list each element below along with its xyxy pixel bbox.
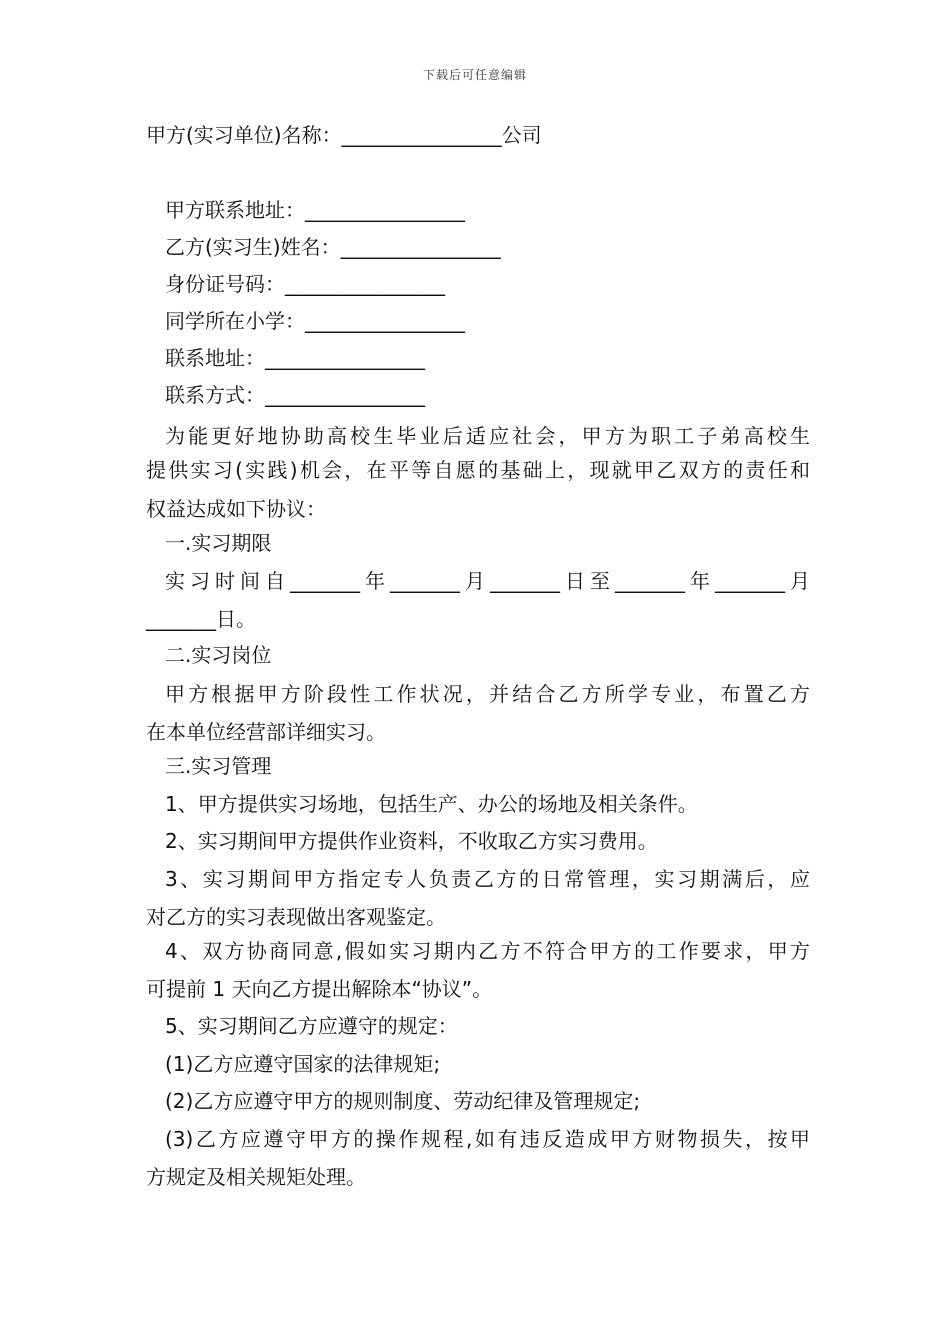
field-contact-method: 联系方式：________________ [165, 383, 425, 407]
section-1-title: 一.实习期限 [165, 531, 272, 555]
intro-line-2: 提供实习(实践)机会，在平等自愿的基础上，现就甲乙双方的责任和 [146, 458, 810, 482]
field-id-number: 身份证号码：________________ [165, 272, 445, 296]
title-line: 甲方(实习单位)名称：________________公司 [146, 123, 542, 147]
section-3-item-2: 2、实习期间甲方提供作业资料，不收取乙方实习费用。 [165, 829, 658, 853]
section-3-item-3: 3、实习期间甲方指定专人负责乙方的日常管理，实习期满后，应 [165, 867, 810, 891]
section-2-title: 二.实习岗位 [165, 643, 272, 667]
header-note: 下载后可任意编辑 [422, 68, 527, 82]
field-party-a-address: 甲方联系地址：________________ [165, 198, 465, 222]
section-1-line-1: 实习时间自_______年_______月_______日至_______年_______月 [165, 569, 810, 593]
field-intern-name: 乙方(实习生)姓名：________________ [165, 235, 501, 259]
section-2-line-2: 在本单位经营部详细实习。 [146, 720, 386, 744]
section-3-rule-3-cont: 方规定及相关规矩处理。 [146, 1165, 366, 1189]
section-3-item-1: 1、甲方提供实习场地，包括生产、办公的场地及相关条件。 [165, 792, 698, 816]
section-3-rule-3: (3)乙方应遵守甲方的操作规程,如有违反造成甲方财物损失，按甲 [165, 1127, 810, 1151]
section-1-line-2: _______日。 [146, 607, 256, 631]
field-contact-address: 联系地址：________________ [165, 346, 425, 370]
field-school: 同学所在小学：________________ [165, 309, 465, 333]
section-3-title: 三.实习管理 [165, 754, 272, 778]
section-3-rule-2: (2)乙方应遵守甲方的规则制度、劳动纪律及管理规定; [165, 1089, 641, 1113]
intro-line-1: 为能更好地协助高校生毕业后适应社会，甲方为职工子弟高校生 [165, 424, 810, 448]
intro-line-3: 权益达成如下协议： [146, 497, 326, 521]
section-3-rule-1: (1)乙方应遵守国家的法律规矩; [165, 1052, 441, 1076]
section-3-item-4-cont: 可提前 1 天向乙方提出解除本“协议”。 [146, 977, 493, 1001]
section-3-item-4: 4、双方协商同意,假如实习期内乙方不符合甲方的工作要求，甲方 [165, 939, 810, 963]
section-3-item-3-cont: 对乙方的实习表现做出客观鉴定。 [146, 905, 446, 929]
section-2-line-1: 甲方根据甲方阶段性工作状况，并结合乙方所学专业，布置乙方 [165, 682, 810, 706]
section-3-item-5: 5、实习期间乙方应遵守的规定： [165, 1014, 458, 1038]
